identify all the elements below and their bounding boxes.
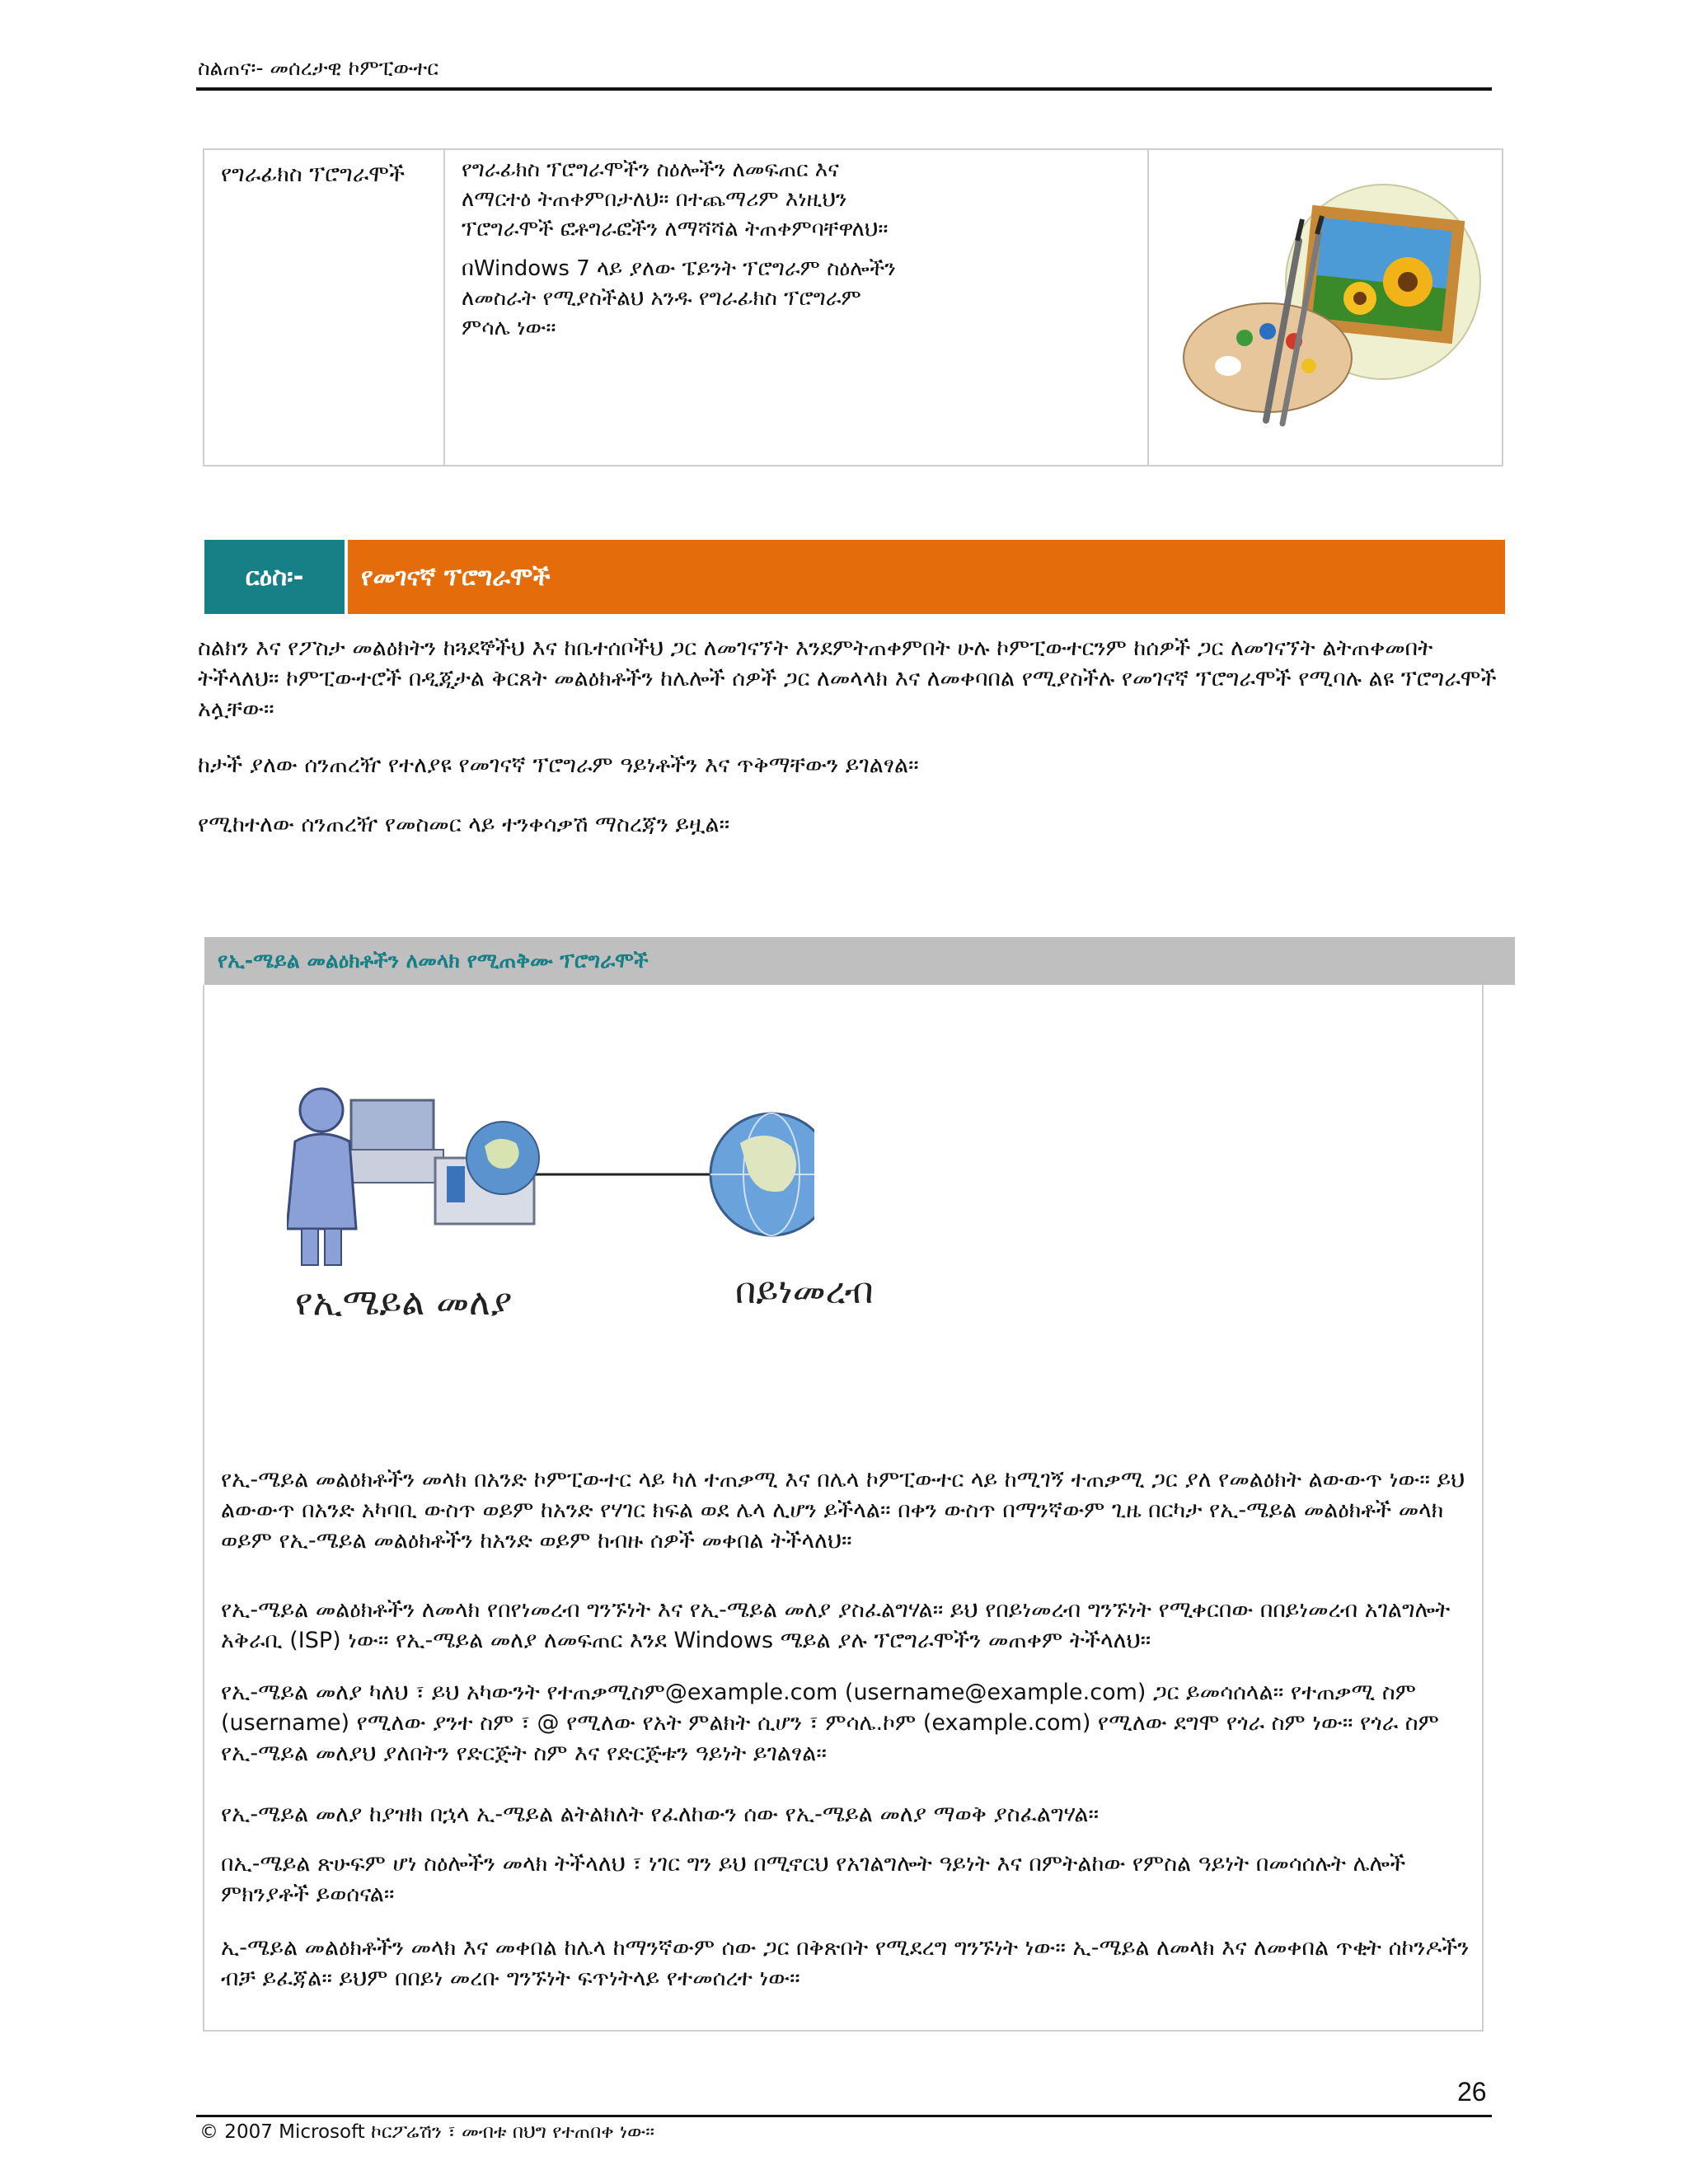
email-paragraph: የኢ-ሜይል መለያ ካለህ ፣ ይህ አካውንት የተጠቃሚስም@example.com (username@example.com) ጋር ይመሳሰላል። የተጠቃሚ ስም (username) የሚለው ያንተ ስም ፣ @ የሚለው የአት ምልክት ሲሆን ፣ ምሳሌ.ኮም (example.com) የሚለው ደግሞ የጎራ ስም ነው። የጎራ ስም የኢ-ሜይል መለያህ ያለበትን የድርጅት ስም እና የድርጅቱን ዓይነት ይገልፃል። (221, 1680, 1439, 1766)
email-section-heading: የኢ-ሜይል መልዕክቶችን ለመላክ የሚጠቅሙ ፕሮግራሞች (204, 937, 1515, 985)
topic-title: የመገናኛ ፕሮግራሞች (348, 540, 1505, 614)
table-cell-label: የግራፊክስ ፕሮግራሞች (221, 162, 406, 187)
intro-paragraph: ስልክን እና የፖስታ መልዕክትን ከጓደኞችህ እና ከቤተሰቦችህ ጋር ለመገናኘት እንደምትጠቀምበት ሁሉ ኮምፒውተርንም ከሰዎች ጋር ለመገናኘት ልትጠቀመበት ትችላለህ። ኮምፒውተሮች በዲጂታል ቅርጸት መልዕክቶችን ከሌሎች ሰዎች ጋር ለመላላክ እና ለመቀባበል የሚያስችሉ የመገናኛ ፕሮግራሞች የሚባሉ ልዩ ፕሮግራሞች አሏቸው። (198, 635, 1497, 722)
header-divider (196, 87, 1492, 91)
footer-divider (196, 2115, 1492, 2117)
intro-paragraph: ከታች ያለው ሰንጠረዥ የተለያዩ የመገናኛ ፕሮግራም ዓይነቶችን እና ጥቅማቸውን ይገልፃል። (198, 752, 919, 778)
diagram-caption-internet: በይነመረብ (735, 1270, 874, 1312)
email-paragraph: ኢ-ሜይል መልዕክቶችን መላክ እና መቀበል ከሌላ ከማንኛውም ሰው ጋር በቅጽበት የሚደረግ ግንኙነት ነው። ኢ-ሜይል ለመላክ እና ለመቀበል ጥቂት ሰኮንዶችን ብቻ ይፈጃል። ይህም በበይነ መረቡ ግንኙነት ፍጥነትላይ የተመሰረተ ነው። (221, 1935, 1470, 1991)
table-cell-description (462, 155, 907, 353)
document-header-title: ስልጠና፡- መሰረታዊ ኮምፒውተር (198, 56, 439, 80)
email-paragraph: የኢ-ሜይል መልዕክቶችን መላክ በአንድ ኮምፒውተር ላይ ካለ ተጠቃሚ እና በሌላ ኮምፒውተር ላይ ከሚገኝ ተጠቃሚ ጋር ያለ የመልዕክት ልውውጥ ነው። ይህ ልውውጥ በአንድ አካባቢ ውስጥ ወይም ከአንድ የሃገር ክፍል ወደ ሌላ ሊሆን ይችላል። በቀን ውስጥ በማንኛውም ጊዜ በርካታ የኢ-ሜይል መልዕክቶች መላክ ወይም የኢ-ሜይል መልዕክቶችን ከአንድ ወይም ከብዙ ሰዎች መቀበል ትችላለህ። (221, 1467, 1465, 1554)
intro-paragraph: የሚከተለው ሰንጠረዥ የመስመር ላይ ተንቀሳቃሽ ማስረጃን ይዟል። (198, 812, 730, 837)
email-network-diagram (287, 1067, 814, 1282)
description-paragraph: የግራፊክስ ፕሮግራሞችን ስዕሎችን ለመፍጠር እና ለማርተዕ ትጠቀምበታለህ። በተጨማሪም እነዚህን ፕሮግራሞች ፎቶግራፎችን ለማሻሻል ትጠቀምባቸዋለህ። (462, 157, 889, 241)
diagram-caption-email-account: የኢሜይል መለያ (295, 1282, 513, 1324)
email-paragraph: የኢ-ሜይል መልዕክቶችን ለመላክ የበየነመረብ ግንኙነት እና የኢ-ሜይል መለያ ያስፈልግሃል። ይህ የበይነመረብ ግንኙነት የሚቀርበው በበይነመረብ አገልግሎት አቅራቢ (ISP) ነው። የኢ-ሜይል መለያ ለመፍጠር እንደ Windows ሜይል ያሉ ፕሮግራሞችን መጠቀም ትችላለህ። (221, 1597, 1451, 1653)
email-paragraph: በኢ-ሜይል ጽሁፍም ሆነ ስዕሎችን መላክ ትችላለህ ፣ ነገር ግን ይህ በሚኖርህ የአገልግሎት ዓይነት እና በምትልከው የምስል ዓይነት በመሳሰሉት ሌሎች ምክንያቶች ይወሰናል። (221, 1851, 1406, 1907)
page-number: 26 (1457, 2077, 1487, 2107)
graphics-programs-table (203, 148, 1503, 466)
table-column-divider (1147, 150, 1149, 465)
email-paragraph: የኢ-ሜይል መለያ ከያዝክ በኋላ ኢ-ሜይል ልትልክለት የፈለከውን ሰው የኢ-ሜይል መለያ ማወቅ ያስፈልግሃል። (221, 1802, 1100, 1827)
table-column-divider (443, 150, 445, 465)
email-section-box (203, 985, 1484, 2032)
paint-palette-illustration (1177, 183, 1490, 430)
footer-copyright: © 2007 Microsoft ኮርፖሬሽን ፣ መብቱ በህግ የተጠበቀ ነው። (199, 2121, 654, 2143)
topic-label: ርዕስ፡- (204, 540, 345, 614)
description-paragraph: በWindows 7 ላይ ያለው ፔይንት ፕሮግራም ስዕሎችን ለመስራት የሚያስችልህ አንዱ የግራፊክስ ፕሮግራም ምሳሌ ነው። (462, 256, 896, 340)
